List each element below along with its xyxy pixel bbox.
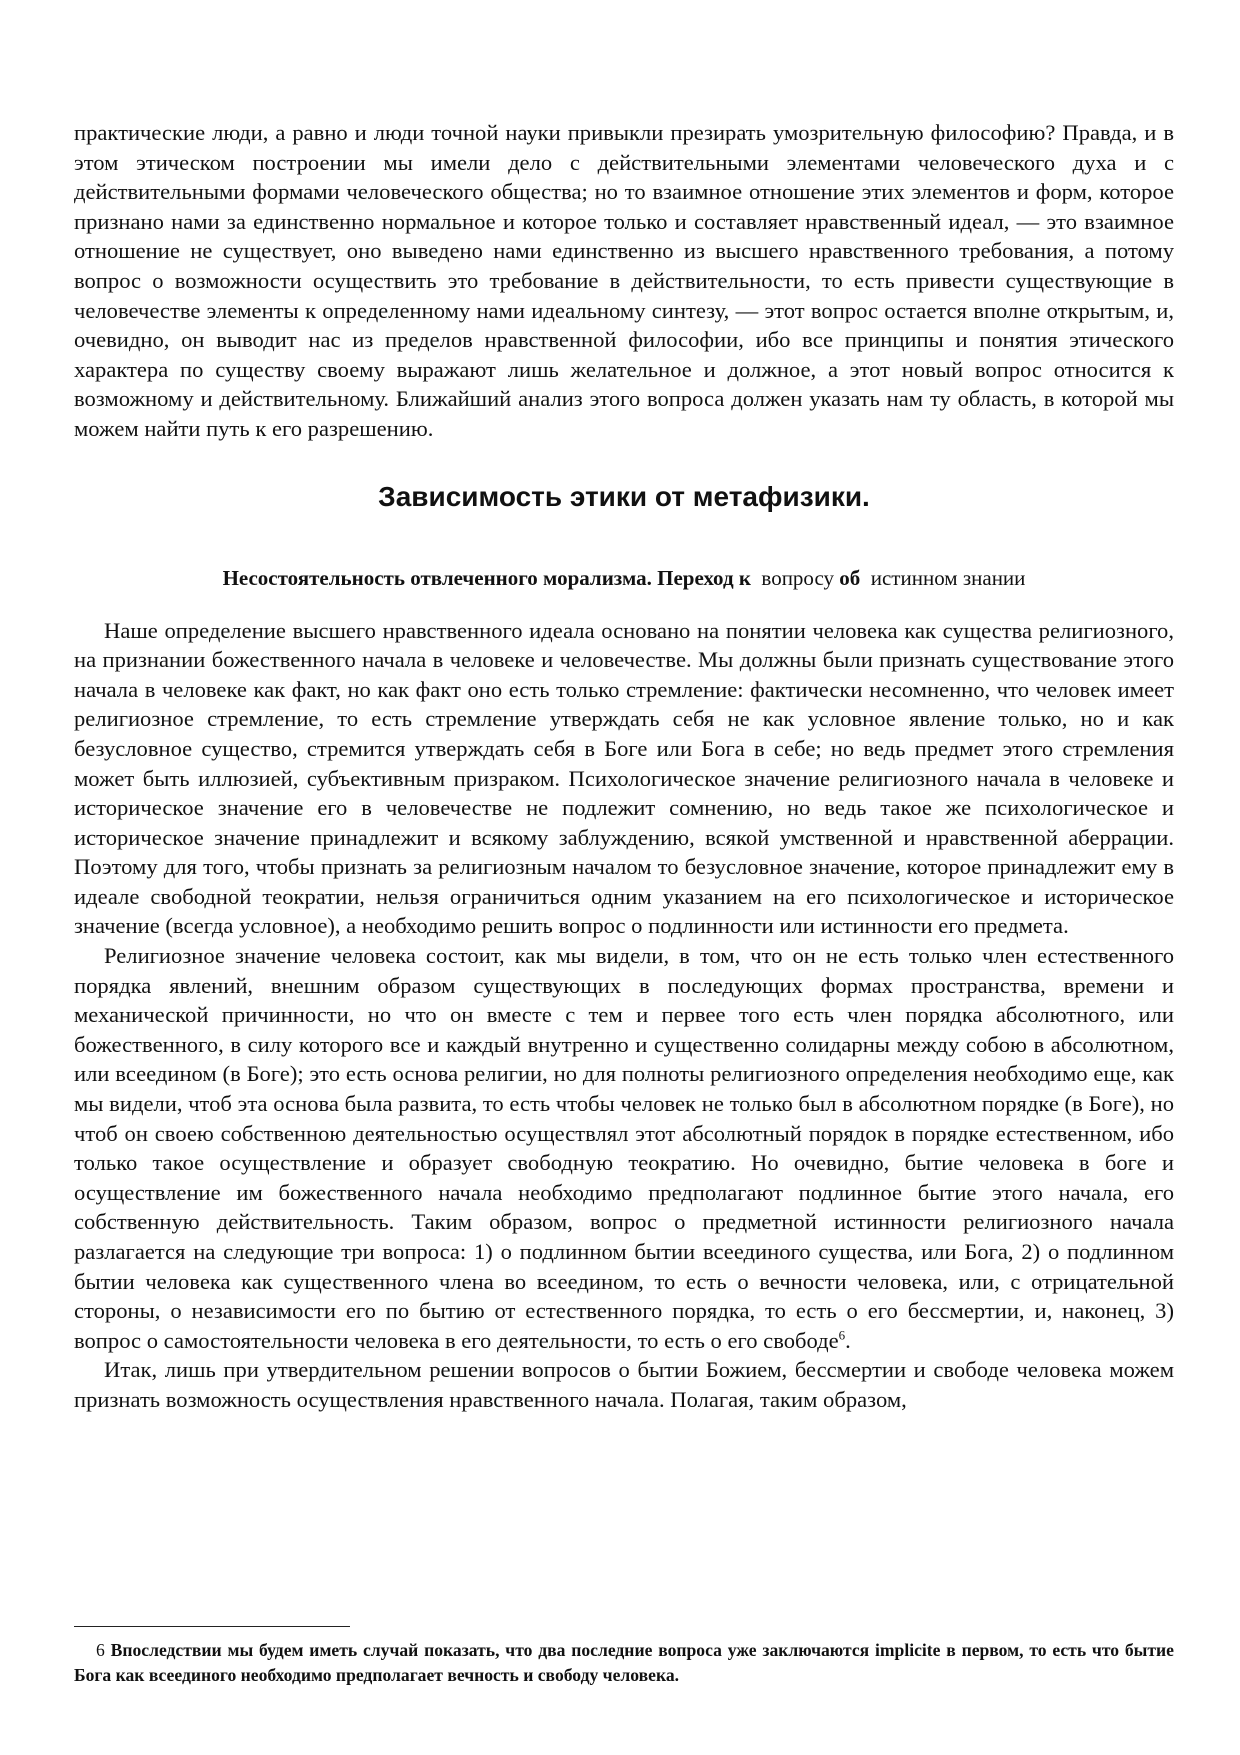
subtitle-normal-part-2: истинном знании bbox=[870, 565, 1026, 590]
paragraph-2-text: Религиозное значение человека состоит, как мы видели, в том, что он не есть только член естественного порядка явлений, внешним образом существующих в последующих формах пространства, времени и механической причинности, но что он вместе с тем и первее того есть член порядка абсолютного, или божественного, в силу которого все и каждый внутренно и существенно солидарны между собою в абсолютном, или всеедином (в Боге); это есть основа религии, но для полноты религиозного определения необходимо еще, как мы видели, чтоб эта основа была развита, то есть чтобы человек не только был в абсолютном порядке (в Боге), но чтоб он своею собственною деятельностью осуществлял этот абсолютный порядок в порядке естественном, ибо только такое осуществление и образует свободную теократию. Но очевидно, бытие человека в боге и осуществление им божественного начала необходимо предполагают подлинное бытие этого начала, его собственную действительность. Таким образом, вопрос о предметной истинности религиозного начала разлагается на следующие три вопроса: 1) о подлинном бытии всеединого существа, или Бога, 2) о подлинном бытии человека как существенного члена во всеедином, то есть о вечности человека, или, с отрицательной стороны, о независимости его по бытию от естественного порядка, то есть о его бессмертии, и, наконец, 3) вопрос о самостоятельности человека в его деятельности, то есть о его свободе bbox=[74, 943, 1174, 1353]
chapter-title: Зависимость этики от метафизики. bbox=[378, 480, 870, 512]
footnote-divider bbox=[74, 1626, 350, 1627]
paragraph-2-end: . bbox=[845, 1327, 851, 1353]
subtitle-normal-part-1: вопросу bbox=[761, 565, 834, 590]
subtitle-bold-part: Несостоятельность отвлеченного морализма. Переход к bbox=[222, 565, 751, 590]
paragraph-2 bbox=[74, 941, 1174, 1355]
subtitle-bold-part-2: об bbox=[839, 565, 861, 590]
page-body bbox=[74, 118, 1174, 1415]
footnote-number: 6 bbox=[96, 1640, 105, 1660]
section-subtitle bbox=[74, 564, 1174, 592]
paragraph-3: Итак, лишь при утвердительном решении вопросов о бытии Божием, бессмертии и свободе человека можем признать возможность осуществления нравственного начала. Полагая, таким образом, bbox=[74, 1357, 1174, 1412]
footnote-reference[interactable]: 6 bbox=[838, 1327, 846, 1343]
footnote-text: Впоследствии мы будем иметь случай показать, что два последние вопроса уже заключаются implicite в первом, то есть что бытие Бога как всеединого необходимо предполагает вечность и свободу человека. bbox=[74, 1640, 1174, 1685]
paragraph-continued: практические люди, а равно и люди точной науки привыкли презирать умозрительную философию? Правда, и в этом этическом построении мы имели дело с действительными элементами человеческого духа и с действительными формами человеческого общества; но то взаимное отношение этих элементов и форм, которое признано нами за единственно нормальное и которое только и составляет нравственный идеал, — это взаимное отношение не существует, оно выведено нами единственно из высшего нравственного требования, а потому вопрос о возможности осуществить это требование в действительности, то есть привести существующие в человечестве элементы к определенному нами идеальному синтезу, — этот вопрос остается вполне открытым, и, очевидно, он выводит нас из пределов нравственной философии, ибо все принципы и понятия этического характера по существу своему выражают лишь желательное и должное, а этот новый вопрос относится к возможному и действительному. Ближайший анализ этого вопроса должен указать нам ту область, в которой мы можем найти путь к его разрешению. bbox=[74, 120, 1174, 441]
footnote bbox=[74, 1638, 1174, 1688]
paragraph-1: Наше определение высшего нравственного идеала основано на понятии человека как существа религиозного, на признании божественного начала в человеке и человечестве. Мы должны были признать существование этого начала в человеке как факт, но как факт оно есть только стремление: фактически несомненно, что человек имеет религиозное стремление, то есть стремление утверждать себя не как условное явление только, но и как безусловное существо, стремится утверждать себя в Боге или Бога в себе; но ведь предмет этого стремления может быть иллюзией, субъективным призраком. Психологическое значение религиозного начала в человеке и историческое значение его в человечестве не подлежит сомнению, но ведь такое же психологическое и историческое значение принадлежит и всякому заблуждению, всякой умственной и нравственной аберрации. Поэтому для того, чтобы признать за религиозным началом то безусловное значение, которое принадлежит ему в идеале свободной теократии, нельзя ограничиться одним указанием на его психологическое и историческое значение (всегда условное), а необходимо решить вопрос о подлинности или истинности его предмета. bbox=[74, 617, 1174, 939]
